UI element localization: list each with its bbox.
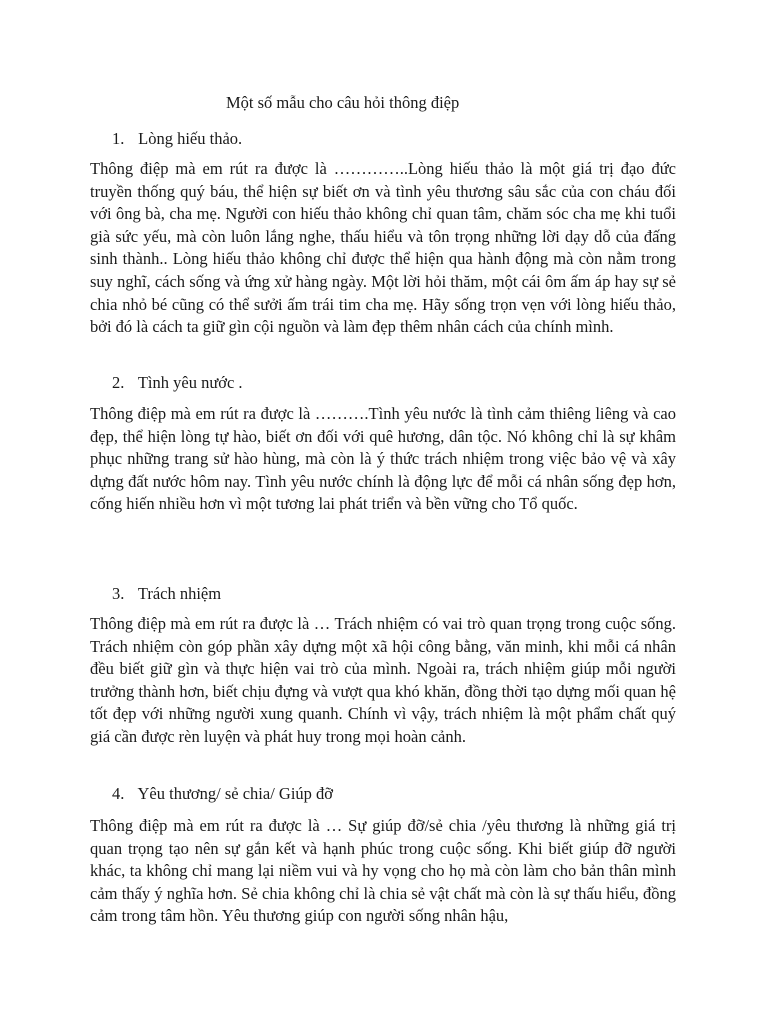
section-heading-3	[112, 583, 221, 605]
section-number: 3.	[112, 584, 125, 603]
section-heading-text: Yêu thương/ sẻ chia/ Giúp đỡ	[137, 784, 334, 803]
section-paragraph-4: Thông điệp mà em rút ra được là … Sự giúp đỡ/sẻ chia /yêu thương là những giá trị quan trọng tạo nên sự gắn kết và hạnh phúc trong cuộc sống. Khi biết giúp đỡ người khác, ta không chỉ mang lại niềm vui và hy vọng cho họ mà còn làm cho bản thân mình cảm thấy ý nghĩa hơn. Sẻ chia không chỉ là chia sẻ vật chất mà còn là sự thấu hiểu, đồng cảm trong tâm hồn. Yêu thương giúp con người sống nhân hậu,	[90, 816, 676, 926]
section-heading-2	[112, 372, 243, 394]
section-paragraph-2: Thông điệp mà em rút ra được là ……….Tình yêu nước là tình cảm thiêng liêng và cao đẹp, thể hiện lòng tự hào, biết ơn đối với quê hương, dân tộc. Nó không chỉ là sự khâm phục những trang sử hào hùng, mà còn là ý thức trách nhiệm trong việc bảo vệ và xây dựng đất nước hôm nay. Tình yêu nước chính là động lực để mỗi cá nhân sống đẹp hơn, cống hiến nhiều hơn vì một tương lai phát triển và bền vững cho Tổ quốc.	[90, 404, 676, 514]
section-paragraph-1: Thông điệp mà em rút ra được là …………..Lòng hiếu thảo là một giá trị đạo đức truyền thống quý báu, thể hiện sự biết ơn và tình yêu thương sâu sắc của con cháu đối với ông bà, cha mẹ. Người con hiếu thảo không chỉ quan tâm, chăm sóc cha mẹ khi tuổi già sức yếu, mà còn luôn lắng nghe, thấu hiểu và tôn trọng những lời dạy dỗ của đấng sinh thành.. Lòng hiếu thảo không chỉ được thể hiện qua hành động mà còn nằm trong suy nghĩ, cách sống và ứng xử hàng ngày. Một lời hỏi thăm, một cái ôm ấm áp hay sự sẻ chia nhỏ bé cũng có thể sưởi ấm trái tim cha mẹ. Hãy sống trọn vẹn với lòng hiếu thảo, bởi đó là cách ta giữ gìn cội nguồn và làm đẹp thêm nhân cách của chính mình.	[90, 159, 676, 337]
section-paragraph-3: Thông điệp mà em rút ra được là … Trách nhiệm có vai trò quan trọng trong cuộc sống. Trách nhiệm còn góp phần xây dựng một xã hội công bằng, văn minh, khi mỗi cá nhân đều biết giữ gìn và thực hiện vai trò của mình. Ngoài ra, trách nhiệm giúp mỗi người trưởng thành hơn, biết chịu đựng và vượt qua khó khăn, đồng thời tạo dựng mối quan hệ tốt đẹp với những người xung quanh. Chính vì vậy, trách nhiệm là một phẩm chất quý giá cần được rèn luyện và phát huy trong mọi hoàn cảnh.	[90, 614, 676, 746]
section-heading-text: Trách nhiệm	[137, 584, 222, 603]
document-title: Một số mẫu cho câu hỏi thông điệp	[226, 93, 460, 112]
section-number: 2.	[112, 373, 125, 392]
section-number: 4.	[112, 784, 125, 803]
section-number: 1.	[112, 129, 125, 148]
section-heading-4	[112, 783, 333, 805]
section-heading-text: Lòng hiếu thảo.	[138, 129, 243, 148]
section-heading-text: Tình yêu nước .	[137, 373, 243, 392]
section-heading-1	[112, 128, 242, 150]
